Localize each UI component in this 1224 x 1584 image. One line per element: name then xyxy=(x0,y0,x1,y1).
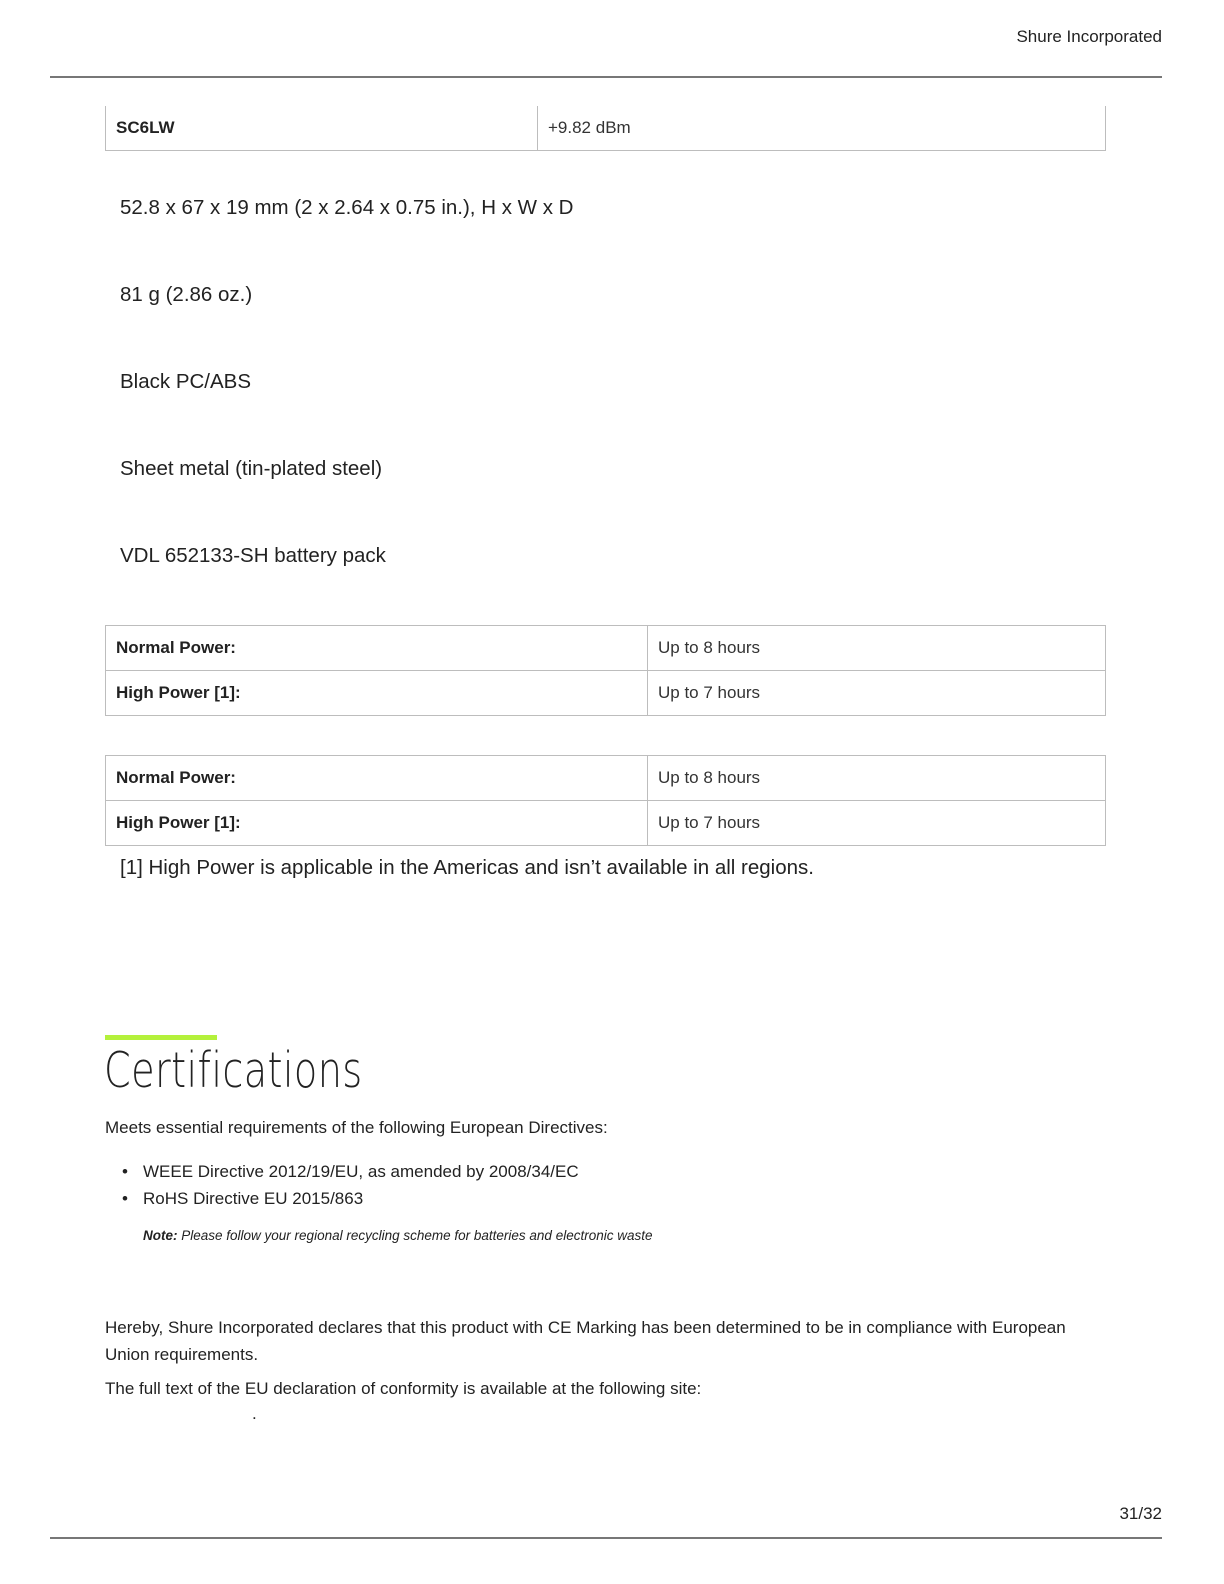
note-label: Note: xyxy=(143,1228,178,1243)
table-row xyxy=(106,106,1106,151)
dimensions-text: 52.8 x 67 x 19 mm (2 x 2.64 x 0.75 in.), H x W x D xyxy=(120,196,574,219)
section-accent-bar xyxy=(105,1035,217,1040)
eu-declaration-availability-text: The full text of the EU declaration of conformity is available at the following site: xyxy=(105,1379,702,1398)
table-cell-label: SC6LW xyxy=(106,106,538,151)
table-row xyxy=(106,756,1106,801)
battery-life-table-1 xyxy=(105,625,1106,716)
table-cell-label: High Power [1]: xyxy=(106,671,648,716)
ce-declaration-text: Hereby, Shure Incorporated declares that this product with CE Marking has been determined to be in compliance with European Union requirements. xyxy=(105,1318,1066,1364)
rf-power-table xyxy=(105,106,1106,151)
bullet-icon: • xyxy=(122,1162,128,1181)
table-cell-label: High Power [1]: xyxy=(106,801,648,846)
section-title-certifications: Certifications xyxy=(104,1042,363,1099)
table-row xyxy=(106,801,1106,846)
table-cell-value: Up to 8 hours xyxy=(648,756,1106,801)
trailing-period: . xyxy=(252,1404,257,1423)
list-item xyxy=(105,1185,579,1212)
list-item xyxy=(105,1158,579,1185)
directives-list xyxy=(105,1158,579,1212)
battery-text: VDL 652133-SH battery pack xyxy=(120,544,386,567)
page-number: 31/32 xyxy=(1119,1504,1162,1523)
battery-life-table-2 xyxy=(105,755,1106,846)
table-cell-value: Up to 7 hours xyxy=(648,801,1106,846)
housing-text: Black PC/ABS xyxy=(120,370,252,393)
header-divider xyxy=(50,76,1162,78)
directive-text: RoHS Directive EU 2015/863 xyxy=(143,1189,364,1208)
recycling-note xyxy=(143,1228,653,1243)
table-row xyxy=(106,626,1106,671)
certifications-intro: Meets essential requirements of the following European Directives: xyxy=(105,1118,608,1137)
table-cell-value: +9.82 dBm xyxy=(538,106,1106,151)
table-cell-label: Normal Power: xyxy=(106,626,648,671)
table-cell-value: Up to 8 hours xyxy=(648,626,1106,671)
header-company-name: Shure Incorporated xyxy=(1016,27,1162,46)
footnote-text: [1] High Power is applicable in the Americas and isn’t available in all regions. xyxy=(120,856,814,879)
directive-text: WEEE Directive 2012/19/EU, as amended by 2008/34/EC xyxy=(143,1162,579,1181)
table-cell-value: Up to 7 hours xyxy=(648,671,1106,716)
note-text: Please follow your regional recycling scheme for batteries and electronic waste xyxy=(177,1228,653,1243)
battery-cover-text: Sheet metal (tin-plated steel) xyxy=(120,457,383,480)
footer-divider xyxy=(50,1537,1162,1539)
table-row xyxy=(106,671,1106,716)
table-cell-label: Normal Power: xyxy=(106,756,648,801)
bullet-icon: • xyxy=(122,1189,128,1208)
weight-text: 81 g (2.86 oz.) xyxy=(120,283,253,306)
